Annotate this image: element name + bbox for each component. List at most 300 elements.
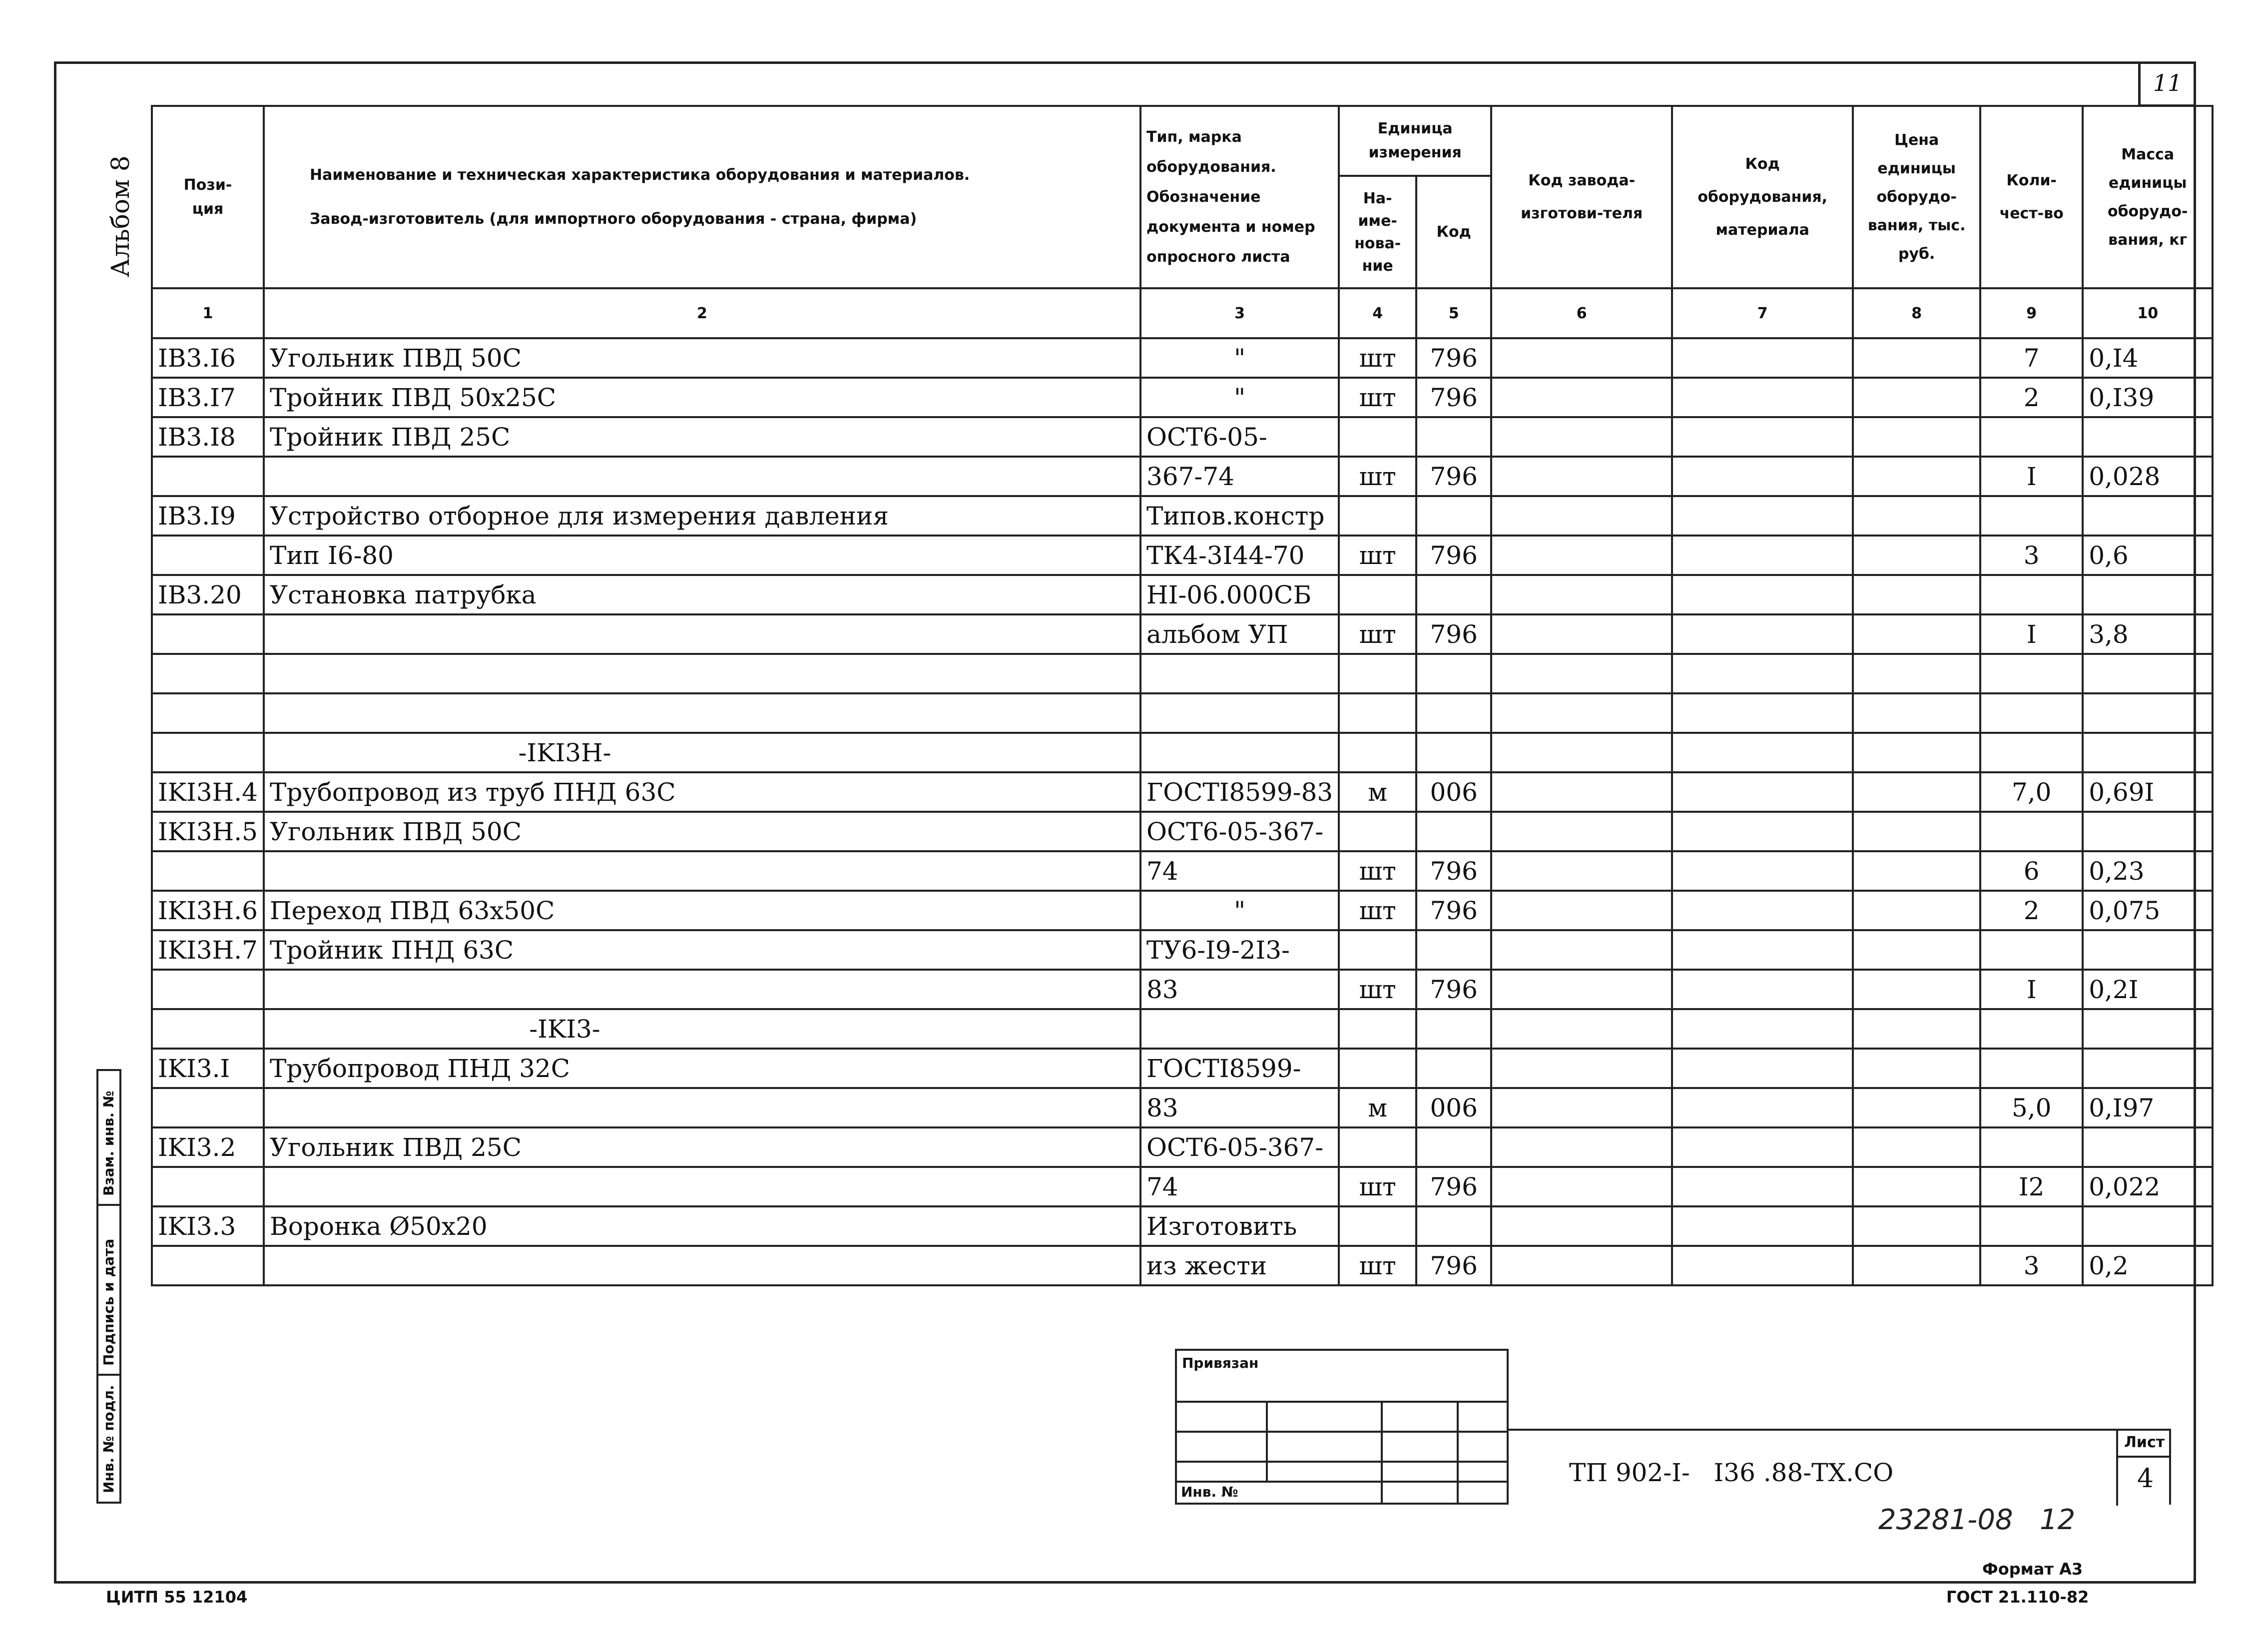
- col-num: 8: [1853, 288, 1980, 338]
- cell-plant: [1491, 772, 1672, 812]
- cell-pos: IB3.I7: [152, 378, 264, 417]
- cell-code: [1416, 693, 1491, 733]
- side-label-podpis: Подпись и дата: [100, 1238, 117, 1366]
- cell-eqcode: [1672, 851, 1853, 891]
- cell-name: Тип I6-80: [264, 536, 1140, 575]
- cell-qty: I: [1980, 457, 2083, 496]
- cell-price: [1853, 338, 1980, 378]
- cell-unit: [1339, 1127, 1416, 1167]
- cell-unit: шт: [1339, 1167, 1416, 1206]
- cell-qty: 2: [1980, 378, 2083, 417]
- cell-price: [1853, 378, 1980, 417]
- cell-price: [1853, 1246, 1980, 1285]
- cell-pos: IB3.I9: [152, 496, 264, 536]
- cell-price: [1853, 1206, 1980, 1246]
- cell-plant: [1491, 536, 1672, 575]
- table-row: [152, 654, 2213, 693]
- header-plant-code: Код завода-изготови-теля: [1491, 106, 1672, 288]
- spec-table: [151, 105, 2214, 1286]
- cell-qty: 3: [1980, 536, 2083, 575]
- cell-code: [1416, 1206, 1491, 1246]
- side-approval-strip: [96, 1069, 121, 1504]
- cell-qty: 3: [1980, 1246, 2083, 1285]
- cell-pos: [152, 457, 264, 496]
- table-row: [152, 536, 2213, 575]
- cell-price: [1853, 693, 1980, 733]
- cell-mass: [2083, 1049, 2213, 1088]
- cell-eqcode: [1672, 733, 1853, 772]
- cell-code: [1416, 417, 1491, 457]
- cell-mass: [2083, 693, 2213, 733]
- cell-mass: 0,075: [2083, 891, 2213, 930]
- table-row: [152, 496, 2213, 536]
- cell-code: [1416, 733, 1491, 772]
- table-row: [152, 693, 2213, 733]
- cell-qty: 2: [1980, 891, 2083, 930]
- cell-eqcode: [1672, 496, 1853, 536]
- col-num: 5: [1416, 288, 1491, 338]
- cell-price: [1853, 970, 1980, 1009]
- cell-type: 367-74: [1140, 457, 1339, 496]
- cell-pos: IKI3.3: [152, 1206, 264, 1246]
- cell-unit: шт: [1339, 970, 1416, 1009]
- cell-qty: [1980, 575, 2083, 614]
- col-num: 3: [1140, 288, 1339, 338]
- header-price: Цена единицы оборудо-вания, тыс. руб.: [1853, 106, 1980, 288]
- cell-type: ": [1140, 378, 1339, 417]
- cell-mass: 3,8: [2083, 614, 2213, 654]
- format-label: Формат А3: [1982, 1560, 2083, 1579]
- cell-mass: 0,6: [2083, 536, 2213, 575]
- cell-mass: 0,022: [2083, 1167, 2213, 1206]
- cell-code: 796: [1416, 378, 1491, 417]
- table-row: [152, 851, 2213, 891]
- cell-eqcode: [1672, 812, 1853, 851]
- header-unit: Единица измерения: [1339, 106, 1491, 176]
- header-name-line2: Завод-изготовитель (для импортного оборудования - страна, фирма): [309, 210, 917, 228]
- cell-price: [1853, 575, 1980, 614]
- cell-eqcode: [1672, 1206, 1853, 1246]
- cell-unit: [1339, 1206, 1416, 1246]
- cell-eqcode: [1672, 654, 1853, 693]
- cell-type: Изготовить: [1140, 1206, 1339, 1246]
- cell-unit: шт: [1339, 378, 1416, 417]
- cell-unit: [1339, 654, 1416, 693]
- cell-plant: [1491, 654, 1672, 693]
- cell-qty: [1980, 496, 2083, 536]
- stamp-inv-label: Инв. №: [1181, 1484, 1238, 1500]
- sheet-label: Лист: [2124, 1434, 2165, 1451]
- cell-name: Переход ПВД 63х50С: [264, 891, 1140, 930]
- cell-type: Типов.констр: [1140, 496, 1339, 536]
- cell-pos: IKI3H.6: [152, 891, 264, 930]
- cell-pos: [152, 614, 264, 654]
- cell-type: [1140, 733, 1339, 772]
- cell-mass: [2083, 733, 2213, 772]
- cell-name: Тройник ПВД 50х25С: [264, 378, 1140, 417]
- cell-pos: [152, 1088, 264, 1127]
- cell-type: 74: [1140, 851, 1339, 891]
- cell-code: [1416, 1049, 1491, 1088]
- cell-pos: [152, 851, 264, 891]
- header-mass: Масса единицы оборудо-вания, кг: [2083, 106, 2213, 288]
- cell-plant: [1491, 457, 1672, 496]
- cell-code: 796: [1416, 891, 1491, 930]
- cell-plant: [1491, 970, 1672, 1009]
- stamp-bound-label: Привязан: [1182, 1355, 1259, 1371]
- cell-eqcode: [1672, 575, 1853, 614]
- cell-price: [1853, 417, 1980, 457]
- side-cell-podpis: [98, 1206, 119, 1376]
- header-type: Тип, марка оборудования. Обозначение документа и номер опросного листа: [1140, 106, 1339, 288]
- cell-plant: [1491, 338, 1672, 378]
- table-row: [152, 970, 2213, 1009]
- col-num: 4: [1339, 288, 1416, 338]
- cell-unit: м: [1339, 1088, 1416, 1127]
- cell-name: Установка патрубка: [264, 575, 1140, 614]
- cell-price: [1853, 457, 1980, 496]
- cell-code: 796: [1416, 457, 1491, 496]
- table-row: [152, 930, 2213, 970]
- cell-name: Трубопровод из труб ПНД 63С: [264, 772, 1140, 812]
- cell-code: [1416, 812, 1491, 851]
- cell-plant: [1491, 1206, 1672, 1246]
- cell-code: [1416, 496, 1491, 536]
- footer-left-code: ЦИТП 55 12104: [106, 1588, 248, 1607]
- cell-plant: [1491, 1246, 1672, 1285]
- cell-price: [1853, 812, 1980, 851]
- cell-type: ": [1140, 338, 1339, 378]
- cell-unit: [1339, 693, 1416, 733]
- table-row: [152, 575, 2213, 614]
- cell-type: 83: [1140, 970, 1339, 1009]
- cell-name: Воронка Ø50х20: [264, 1206, 1140, 1246]
- album-label: Альбом 8: [106, 155, 135, 277]
- cell-unit: [1339, 575, 1416, 614]
- cell-type: альбом УП: [1140, 614, 1339, 654]
- cell-code: 796: [1416, 536, 1491, 575]
- cell-unit: [1339, 812, 1416, 851]
- cell-qty: I2: [1980, 1167, 2083, 1206]
- cell-eqcode: [1672, 891, 1853, 930]
- header-unit-name: На-име-нова-ние: [1339, 176, 1416, 288]
- cell-qty: [1980, 417, 2083, 457]
- cell-mass: [2083, 812, 2213, 851]
- cell-pos: IKI3H.5: [152, 812, 264, 851]
- cell-eqcode: [1672, 614, 1853, 654]
- cell-price: [1853, 733, 1980, 772]
- table-row: [152, 772, 2213, 812]
- side-cell-inv: [98, 1376, 119, 1502]
- cell-plant: [1491, 1127, 1672, 1167]
- cell-code: 796: [1416, 614, 1491, 654]
- side-cell-vzam: [98, 1071, 119, 1206]
- stamp-title-block: [1507, 1429, 2171, 1505]
- cell-eqcode: [1672, 1088, 1853, 1127]
- cell-name: -IKI3H-: [264, 733, 1140, 772]
- cell-pos: IKI3.I: [152, 1049, 264, 1088]
- cell-eqcode: [1672, 693, 1853, 733]
- cell-plant: [1491, 851, 1672, 891]
- cell-unit: м: [1339, 772, 1416, 812]
- cell-plant: [1491, 891, 1672, 930]
- cell-type: из жести: [1140, 1246, 1339, 1285]
- cell-mass: 0,028: [2083, 457, 2213, 496]
- cell-mass: [2083, 654, 2213, 693]
- cell-type: [1140, 693, 1339, 733]
- cell-unit: [1339, 1009, 1416, 1049]
- col-num: 2: [264, 288, 1140, 338]
- cell-eqcode: [1672, 457, 1853, 496]
- cell-price: [1853, 654, 1980, 693]
- cell-plant: [1491, 1088, 1672, 1127]
- cell-pos: [152, 654, 264, 693]
- cell-qty: [1980, 1009, 2083, 1049]
- cell-pos: IB3.I8: [152, 417, 264, 457]
- cell-qty: [1980, 812, 2083, 851]
- cell-type: HI-06.000СБ: [1140, 575, 1339, 614]
- cell-code: [1416, 930, 1491, 970]
- col-num: 9: [1980, 288, 2083, 338]
- cell-pos: IKI3H.7: [152, 930, 264, 970]
- table-row: [152, 1206, 2213, 1246]
- cell-unit: [1339, 1049, 1416, 1088]
- cell-plant: [1491, 693, 1672, 733]
- cell-mass: [2083, 930, 2213, 970]
- cell-price: [1853, 1009, 1980, 1049]
- cell-eqcode: [1672, 970, 1853, 1009]
- cell-price: [1853, 614, 1980, 654]
- table-row: [152, 1167, 2213, 1206]
- cell-code: 796: [1416, 1167, 1491, 1206]
- cell-eqcode: [1672, 536, 1853, 575]
- cell-type: ТК4-3I44-70: [1140, 536, 1339, 575]
- column-number-row: [152, 288, 2213, 338]
- cell-code: 006: [1416, 1088, 1491, 1127]
- cell-eqcode: [1672, 772, 1853, 812]
- cell-mass: [2083, 575, 2213, 614]
- cell-code: [1416, 1009, 1491, 1049]
- cell-qty: [1980, 1127, 2083, 1167]
- header-unit-code: Код: [1416, 176, 1491, 288]
- cell-price: [1853, 851, 1980, 891]
- side-label-inv: Инв. № подл.: [100, 1385, 117, 1493]
- cell-unit: шт: [1339, 1246, 1416, 1285]
- cell-unit: шт: [1339, 338, 1416, 378]
- cell-code: [1416, 1127, 1491, 1167]
- cell-pos: [152, 1246, 264, 1285]
- table-row: [152, 1127, 2213, 1167]
- cell-pos: IB3.I6: [152, 338, 264, 378]
- cell-type: ОСТ6-05-367-: [1140, 812, 1339, 851]
- cell-name: [264, 1246, 1140, 1285]
- cell-plant: [1491, 733, 1672, 772]
- cell-price: [1853, 1088, 1980, 1127]
- cell-price: [1853, 1049, 1980, 1088]
- cell-plant: [1491, 575, 1672, 614]
- cell-name: Трубопровод ПНД 32С: [264, 1049, 1140, 1088]
- side-label-vzam: Взам. инв. №: [100, 1091, 117, 1196]
- cell-mass: [2083, 1206, 2213, 1246]
- cell-pos: IB3.20: [152, 575, 264, 614]
- cell-type: ОСТ6-05-367-: [1140, 1127, 1339, 1167]
- cell-qty: [1980, 654, 2083, 693]
- cell-pos: IKI3H.4: [152, 772, 264, 812]
- cell-mass: [2083, 417, 2213, 457]
- cell-eqcode: [1672, 1246, 1853, 1285]
- cell-mass: 0,23: [2083, 851, 2213, 891]
- cell-qty: 7,0: [1980, 772, 2083, 812]
- cell-price: [1853, 930, 1980, 970]
- table-row: [152, 1088, 2213, 1127]
- table-row: [152, 812, 2213, 851]
- header-name: [264, 106, 1140, 288]
- footer-standard: ГОСТ 21.110-82: [1946, 1588, 2089, 1607]
- cell-unit: шт: [1339, 851, 1416, 891]
- cell-price: [1853, 891, 1980, 930]
- sheet-number-top: 11: [2138, 61, 2195, 107]
- cell-plant: [1491, 930, 1672, 970]
- cell-name: Угольник ПВД 50С: [264, 812, 1140, 851]
- cell-plant: [1491, 1167, 1672, 1206]
- table-row: [152, 733, 2213, 772]
- cell-type: 74: [1140, 1167, 1339, 1206]
- cell-pos: [152, 970, 264, 1009]
- cell-type: ОСТ6-05-: [1140, 417, 1339, 457]
- cell-eqcode: [1672, 930, 1853, 970]
- cell-plant: [1491, 1049, 1672, 1088]
- cell-code: 006: [1416, 772, 1491, 812]
- cell-qty: [1980, 930, 2083, 970]
- table-row: [152, 417, 2213, 457]
- table-row: [152, 378, 2213, 417]
- cell-name: [264, 970, 1140, 1009]
- cell-mass: 0,69I: [2083, 772, 2213, 812]
- cell-code: 796: [1416, 970, 1491, 1009]
- cell-pos: [152, 1009, 264, 1049]
- cell-mass: 0,I97: [2083, 1088, 2213, 1127]
- cell-eqcode: [1672, 1009, 1853, 1049]
- cell-mass: [2083, 496, 2213, 536]
- table-row: [152, 1009, 2213, 1049]
- cell-mass: [2083, 1009, 2213, 1049]
- cell-name: [264, 851, 1140, 891]
- table-row: [152, 614, 2213, 654]
- cell-code: 796: [1416, 338, 1491, 378]
- cell-pos: [152, 693, 264, 733]
- cell-price: [1853, 536, 1980, 575]
- cell-plant: [1491, 614, 1672, 654]
- cell-name: [264, 614, 1140, 654]
- cell-name: [264, 654, 1140, 693]
- table-row: [152, 1246, 2213, 1285]
- cell-qty: I: [1980, 614, 2083, 654]
- cell-code: 796: [1416, 851, 1491, 891]
- cell-type: [1140, 1009, 1339, 1049]
- cell-type: ГОСТI8599-: [1140, 1049, 1339, 1088]
- cell-price: [1853, 496, 1980, 536]
- cell-unit: [1339, 496, 1416, 536]
- cell-price: [1853, 1167, 1980, 1206]
- header-quantity: Коли-чест-во: [1980, 106, 2083, 288]
- cell-type: ГОСТI8599-83: [1140, 772, 1339, 812]
- cell-pos: IKI3.2: [152, 1127, 264, 1167]
- cell-mass: [2083, 1127, 2213, 1167]
- cell-name: Устройство отборное для измерения давления: [264, 496, 1140, 536]
- stamp-bound: [1175, 1349, 1509, 1505]
- cell-name: Угольник ПВД 25С: [264, 1127, 1140, 1167]
- cell-eqcode: [1672, 378, 1853, 417]
- cell-name: [264, 1088, 1140, 1127]
- header-equipment-code: Код оборудования, материала: [1672, 106, 1853, 288]
- cell-plant: [1491, 378, 1672, 417]
- cell-unit: шт: [1339, 536, 1416, 575]
- cell-unit: шт: [1339, 614, 1416, 654]
- cell-type: ТУ6-I9-2I3-: [1140, 930, 1339, 970]
- cell-unit: шт: [1339, 457, 1416, 496]
- cell-price: [1853, 1127, 1980, 1167]
- col-num: 7: [1672, 288, 1853, 338]
- header-position: Пози- ция: [152, 106, 264, 288]
- table-row: [152, 457, 2213, 496]
- cell-plant: [1491, 417, 1672, 457]
- cell-code: 796: [1416, 1246, 1491, 1285]
- col-num: 6: [1491, 288, 1672, 338]
- cell-pos: [152, 1167, 264, 1206]
- header-name-line1: Наименование и техническая характеристика оборудования и материалов.: [309, 166, 970, 184]
- cell-unit: шт: [1339, 891, 1416, 930]
- cell-name: [264, 1167, 1140, 1206]
- col-num: 10: [2083, 288, 2213, 338]
- cell-eqcode: [1672, 1127, 1853, 1167]
- cell-type: 83: [1140, 1088, 1339, 1127]
- cell-mass: 0,2: [2083, 1246, 2213, 1285]
- cell-mass: 0,I39: [2083, 378, 2213, 417]
- cell-qty: [1980, 1206, 2083, 1246]
- col-num: 1: [152, 288, 264, 338]
- table-row: [152, 338, 2213, 378]
- cell-qty: [1980, 733, 2083, 772]
- cell-plant: [1491, 1009, 1672, 1049]
- cell-code: [1416, 654, 1491, 693]
- cell-qty: 7: [1980, 338, 2083, 378]
- cell-qty: [1980, 693, 2083, 733]
- cell-type: ": [1140, 891, 1339, 930]
- cell-eqcode: [1672, 1049, 1853, 1088]
- cell-name: Тройник ПВД 25С: [264, 417, 1140, 457]
- cell-qty: 6: [1980, 851, 2083, 891]
- cell-pos: [152, 536, 264, 575]
- cell-qty: [1980, 1049, 2083, 1088]
- cell-name: -IKI3-: [264, 1009, 1140, 1049]
- table-row: [152, 1049, 2213, 1088]
- handwritten-number: 23281-08 12: [1878, 1504, 2076, 1536]
- sheet-number: 4: [2137, 1464, 2154, 1494]
- cell-unit: [1339, 733, 1416, 772]
- cell-eqcode: [1672, 338, 1853, 378]
- cell-qty: 5,0: [1980, 1088, 2083, 1127]
- cell-mass: 0,I4: [2083, 338, 2213, 378]
- cell-code: [1416, 575, 1491, 614]
- cell-eqcode: [1672, 417, 1853, 457]
- cell-name: Тройник ПНД 63С: [264, 930, 1140, 970]
- cell-type: [1140, 654, 1339, 693]
- cell-name: [264, 457, 1140, 496]
- cell-mass: 0,2I: [2083, 970, 2213, 1009]
- cell-plant: [1491, 812, 1672, 851]
- cell-eqcode: [1672, 1167, 1853, 1206]
- cell-plant: [1491, 496, 1672, 536]
